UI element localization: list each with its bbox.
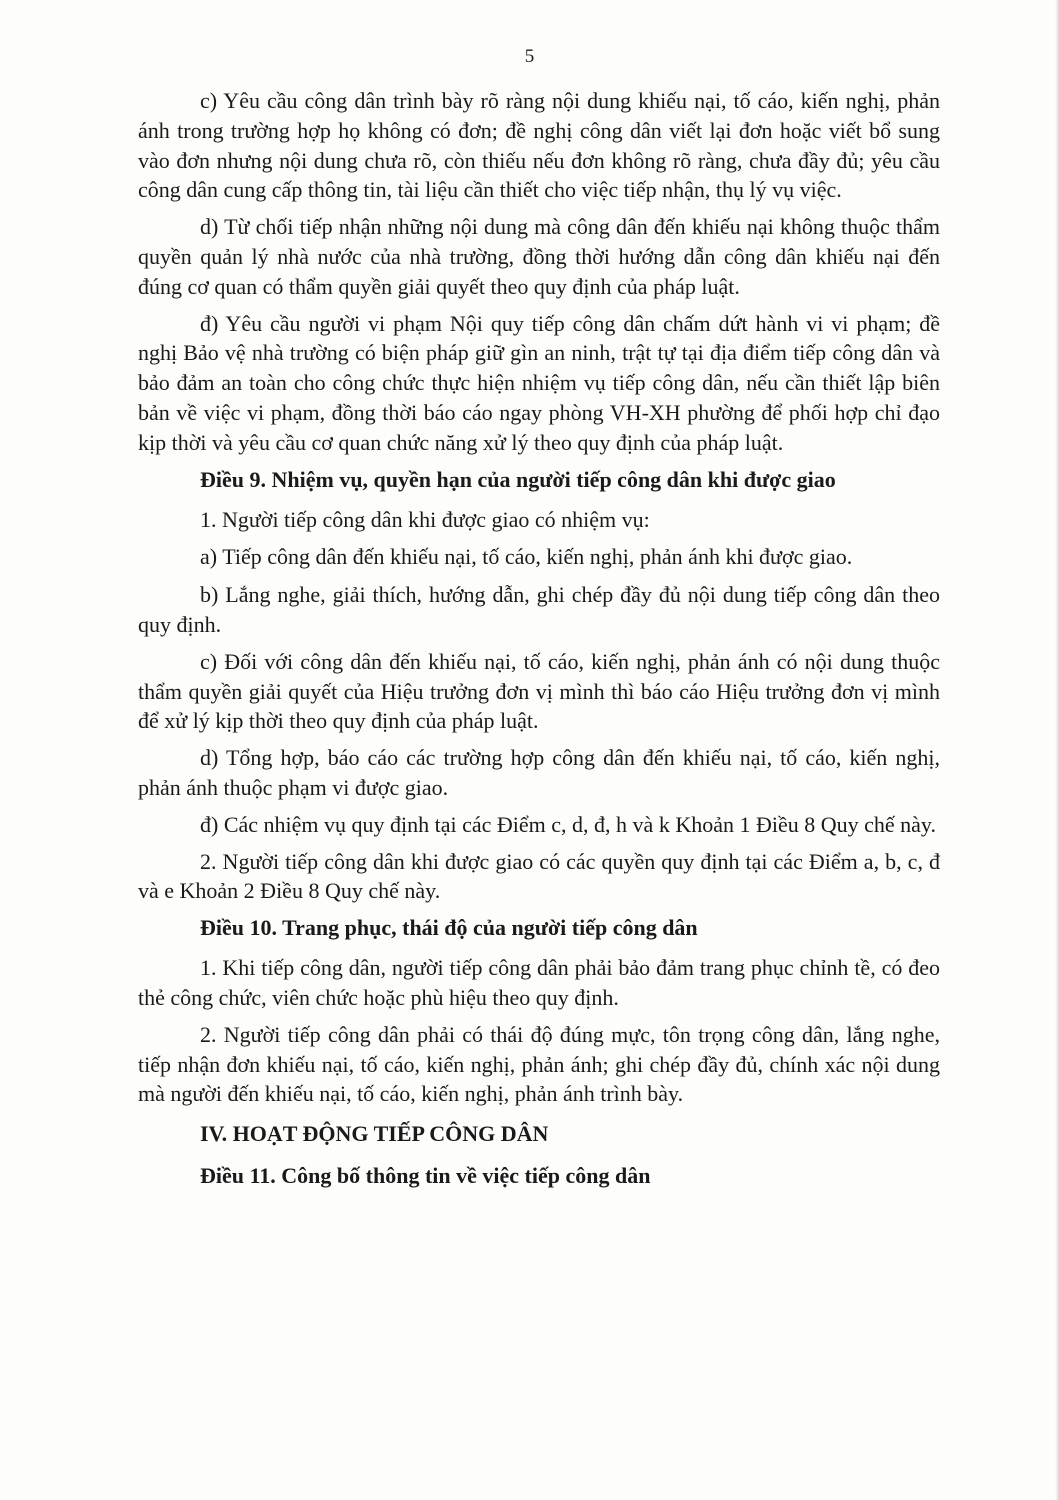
paragraph-dd: đ) Yêu cầu người vi phạm Nội quy tiếp công dân chấm dứt hành vi vi phạm; đề nghị Bảo vệ nhà trường có biện pháp giữ gìn an ninh, trật tự tại địa điểm tiếp công dân và bảo đảm an toàn cho công chức thực hiện nhiệm vụ tiếp công dân, nếu cần thiết lập biên bản về việc vi phạm, đồng thời báo cáo ngay phòng VH-XH phường để phối hợp chỉ đạo kịp thời và yêu cầu cơ quan chức năng xử lý theo quy định của pháp luật.: [138, 310, 940, 455]
section-4-title: IV. HOẠT ĐỘNG TIẾP CÔNG DÂN: [200, 1121, 549, 1147]
article-9-item-d: d) Tổng hợp, báo cáo các trường hợp công dân đến khiếu nại, tố cáo, kiến nghị, phản ánh thuộc phạm vi được giao.: [138, 745, 940, 800]
article-9-item-1: 1. Người tiếp công dân khi được giao có nhiệm vụ:: [200, 506, 650, 532]
article-10-item-1: 1. Khi tiếp công dân, người tiếp công dân phải bảo đảm trang phục chỉnh tề, có đeo thẻ công chức, viên chức hoặc phù hiệu theo quy định.: [138, 955, 940, 1010]
paragraph-d: d) Từ chối tiếp nhận những nội dung mà công dân đến khiếu nại không thuộc thẩm quyền quản lý nhà nước của nhà trường, đồng thời hướng dẫn công dân khiếu nại đến đúng cơ quan có thẩm quyền giải quyết theo quy định của pháp luật.: [138, 214, 940, 299]
article-9-title: Điều 9. Nhiệm vụ, quyền hạn của người tiếp công dân khi được giao: [200, 466, 836, 492]
paragraph-c: c) Yêu cầu công dân trình bày rõ ràng nội dung khiếu nại, tố cáo, kiến nghị, phản ánh trong trường hợp họ không có đơn; đề nghị công dân viết lại đơn hoặc viết bổ sung vào đơn nhưng nội dung chưa rõ, còn thiếu nếu đơn không rõ ràng, chưa đầy đủ; yêu cầu công dân cung cấp thông tin, tài liệu cần thiết cho việc tiếp nhận, thụ lý vụ việc.: [138, 88, 940, 203]
article-9-item-b: b) Lắng nghe, giải thích, hướng dẫn, ghi chép đầy đủ nội dung tiếp công dân theo quy định.: [138, 582, 940, 637]
page-edge-shadow: [1055, 0, 1059, 1500]
article-9-item-dd: đ) Các nhiệm vụ quy định tại các Điểm c, d, đ, h và k Khoản 1 Điều 8 Quy chế này.: [200, 811, 936, 837]
article-9-item-a: a) Tiếp công dân đến khiếu nại, tố cáo, kiến nghị, phản ánh khi được giao.: [200, 544, 853, 570]
document-body: [138, 86, 940, 1201]
article-10-title: Điều 10. Trang phục, thái độ của người tiếp công dân: [200, 915, 698, 941]
article-11-title: Điều 11. Công bố thông tin về việc tiếp công dân: [200, 1163, 651, 1189]
page-number: 5: [524, 46, 535, 67]
article-10-item-2: 2. Người tiếp công dân phải có thái độ đúng mực, tôn trọng công dân, lắng nghe, tiếp nhận đơn khiếu nại, tố cáo, kiến nghị, phản ánh; ghi chép đầy đủ, chính xác nội dung mà người đến khiếu nại, tố cáo, kiến nghị, phản ánh trình bày.: [138, 1021, 940, 1107]
article-9-item-c: c) Đối với công dân đến khiếu nại, tố cáo, kiến nghị, phản ánh có nội dung thuộc thẩm quyền giải quyết của Hiệu trưởng đơn vị mình thì báo cáo Hiệu trưởng đơn vị mình để xử lý kịp thời theo quy định của pháp luật.: [138, 648, 940, 734]
article-9-item-2: 2. Người tiếp công dân khi được giao có các quyền quy định tại các Điểm a, b, c, đ và e Khoản 2 Điều 8 Quy chế này.: [138, 848, 940, 904]
